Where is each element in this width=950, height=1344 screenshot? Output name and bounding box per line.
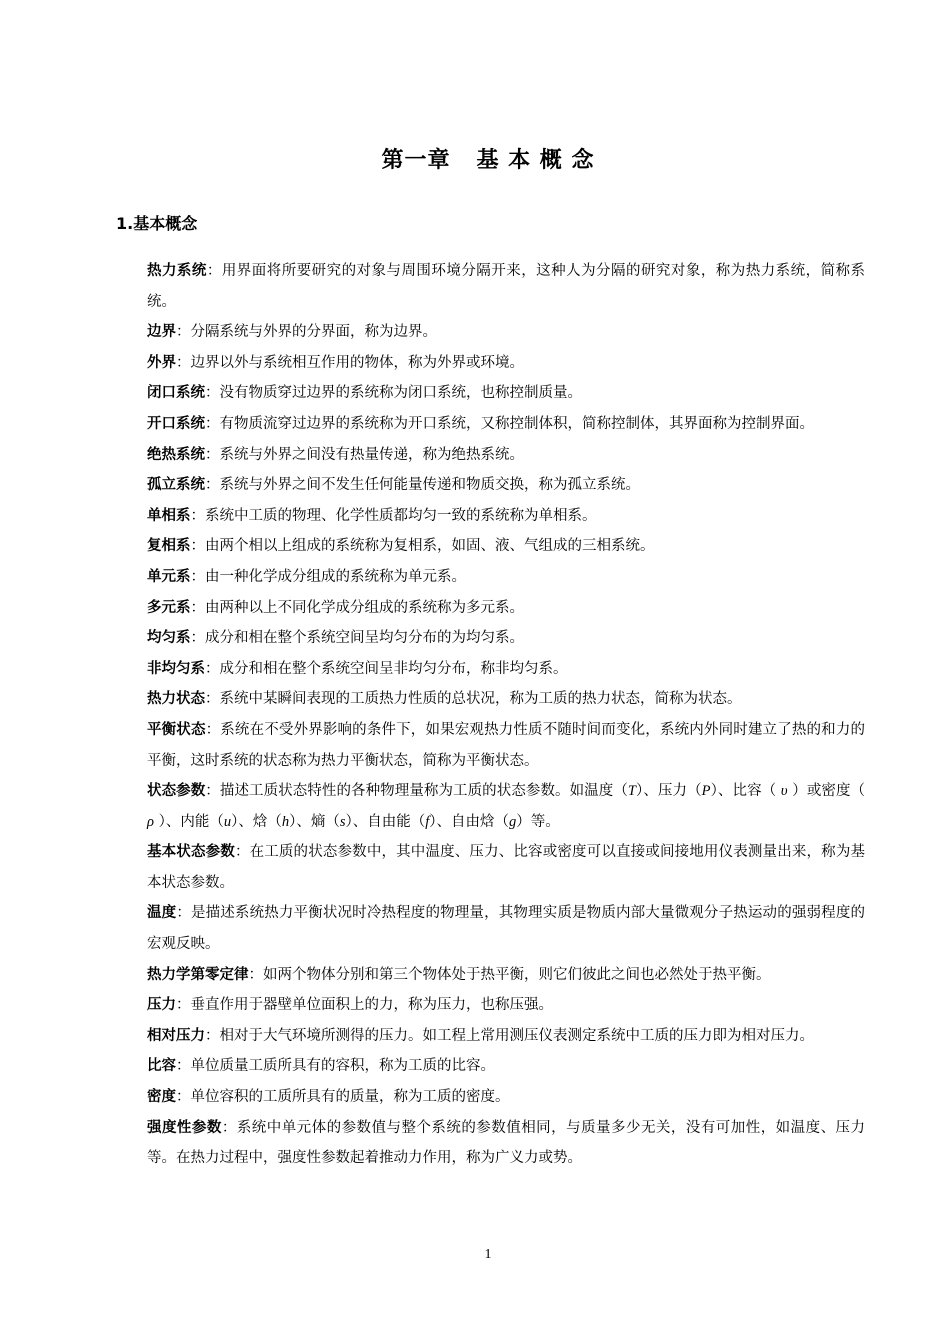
definition-entry [147, 378, 865, 409]
definition-text: ）、内能（ [153, 813, 224, 830]
definition-text: 边界以外与系统相互作用的物体，称为外界或环境。 [190, 354, 524, 371]
definition-separator: ： [176, 324, 191, 341]
parameter-symbol: υ [780, 783, 788, 800]
definition-term: 密度 [147, 1089, 176, 1106]
definition-term: 相对压力 [147, 1027, 205, 1044]
definition-term: 强度性参数 [147, 1119, 222, 1136]
parameter-symbol: g [509, 813, 517, 830]
definition-entry [147, 1051, 865, 1082]
definition-text: ）、焓（ [231, 813, 282, 830]
definition-term: 闭口系统 [147, 385, 205, 402]
definition-text: 垂直作用于器壁单位面积上的力，称为压力，也称压强。 [190, 997, 553, 1014]
definition-separator: ： [205, 1027, 220, 1044]
definitions-list [147, 256, 865, 1174]
definition-separator: ： [221, 1119, 237, 1136]
definition-separator: ： [190, 538, 205, 555]
definition-term: 压力 [147, 997, 176, 1014]
definition-text: 用界面将所要研究的对象与周围环境分隔开来，这种人为分隔的研究对象，称为热力系统，简称系统。 [147, 263, 865, 310]
definition-term: 边界 [147, 324, 176, 341]
definition-text: 系统中工质的物理、化学性质都均匀一致的系统称为单相系。 [205, 507, 597, 524]
definition-entry [147, 470, 865, 501]
definition-text: ）或密度（ [787, 783, 866, 800]
definition-entry [147, 348, 865, 379]
definition-text: 系统与外界之间不发生任何能量传递和物质交换，称为孤立系统。 [219, 477, 640, 494]
definition-separator: ： [176, 1089, 191, 1106]
definition-text: ）、压力（ [635, 783, 702, 800]
definition-separator: ： [176, 354, 191, 371]
definition-separator: ： [206, 263, 222, 279]
definition-text: 由两种以上不同化学成分组成的系统称为多元系。 [205, 599, 524, 616]
definition-separator: ： [190, 630, 205, 647]
definition-entry [147, 898, 865, 959]
definition-separator: ： [176, 1058, 191, 1075]
definition-entry [147, 654, 865, 685]
definition-text: 由两个相以上组成的系统称为复相系，如固、液、气组成的三相系统。 [205, 538, 655, 555]
definition-separator: ： [248, 966, 263, 983]
definition-text: 单位质量工质所具有的容积，称为工质的比容。 [190, 1058, 495, 1075]
definition-text: ）、熵（ [289, 813, 340, 830]
definition-text: ）、自由能（ [345, 813, 426, 830]
definition-text: 是描述系统热力平衡状况时冷热程度的物理量，其物理实质是物质内部大量微观分子热运动的强弱程度的宏观反映。 [147, 905, 865, 953]
definition-entry [147, 593, 865, 624]
definition-entry [147, 990, 865, 1021]
definition-separator: ： [176, 905, 191, 922]
parameter-symbol: u [223, 813, 232, 830]
definition-text: 单位容积的工质所具有的质量，称为工质的密度。 [190, 1089, 510, 1106]
definition-entry [147, 960, 865, 991]
definition-entry [147, 440, 865, 471]
definition-entry [147, 531, 865, 562]
definition-text: ）等。 [516, 813, 560, 830]
definition-term: 非均匀系 [147, 660, 205, 677]
definition-separator: ： [205, 660, 220, 677]
definition-entry [147, 837, 865, 898]
definition-text: ）、自由焓（ [429, 813, 510, 830]
definition-entry [147, 317, 865, 348]
definition-term: 热力系统 [147, 263, 207, 279]
definition-text: ）、比容（ [710, 783, 781, 800]
parameter-symbol: s [339, 813, 346, 830]
definition-entry [147, 562, 865, 593]
definition-separator: ： [205, 691, 220, 708]
definition-entry [147, 1113, 865, 1174]
definition-term: 孤立系统 [147, 477, 205, 494]
page-number: 1 [484, 1247, 492, 1262]
definition-separator: ： [190, 568, 205, 585]
parameter-symbol: f [425, 813, 430, 830]
definition-entry [147, 776, 865, 837]
definition-separator: ： [190, 507, 205, 524]
definition-entry [147, 684, 865, 715]
definition-term: 开口系统 [147, 415, 205, 432]
definition-term: 单相系 [147, 507, 191, 524]
definition-text: 系统与外界之间没有热量传递，称为绝热系统。 [219, 446, 524, 463]
definition-term: 单元系 [147, 568, 191, 585]
definition-text: 由一种化学成分组成的系统称为单元系。 [205, 568, 466, 585]
definition-text: 分隔系统与外界的分界面，称为边界。 [190, 324, 437, 341]
definition-term: 复相系 [147, 538, 191, 555]
definition-term: 多元系 [147, 599, 191, 616]
chapter-title: 第一章 基 本 概 念 [381, 148, 595, 173]
definition-separator: ： [205, 477, 220, 494]
definition-entry [147, 1021, 865, 1052]
definition-separator: ： [234, 844, 250, 861]
definition-text: 描述工质状态特性的各种物理量称为工质的状态参数。如温度（ [219, 783, 628, 800]
definition-separator: ： [205, 721, 221, 738]
definition-text: 相对于大气环境所测得的压力。如工程上常用测压仪表测定系统中工质的压力即为相对压力。 [219, 1027, 814, 1044]
definition-separator: ： [205, 385, 220, 402]
parameter-symbol: h [281, 813, 290, 830]
definition-term: 热力状态 [147, 691, 205, 708]
definition-entry [147, 501, 865, 532]
parameter-symbol: P [701, 783, 711, 800]
definition-separator: ： [205, 783, 220, 800]
definition-text: 系统在不受外界影响的条件下，如果宏观热力性质不随时间而变化，系统内外同时建立了热的和力的平衡，这时系统的状态称为热力平衡状态，简称为平衡状态。 [147, 721, 865, 769]
definition-term: 热力学第零定律 [147, 966, 249, 983]
definition-entry [147, 409, 865, 440]
definition-text: 系统中某瞬间表现的工质热力性质的总状况，称为工质的热力状态，简称为状态。 [219, 691, 742, 708]
definition-term: 温度 [147, 905, 177, 922]
definition-separator: ： [205, 446, 220, 463]
definition-text: 系统中单元体的参数值与整个系统的参数值相同，与质量多少无关，没有可加性，如温度、压力等。在热力过程中，强度性参数起着推动力作用，称为广义力或势。 [147, 1119, 866, 1167]
definition-separator: ： [176, 997, 191, 1014]
definition-separator: ： [190, 599, 205, 616]
definition-text: 没有物质穿过边界的系统称为闭口系统，也称控制质量。 [219, 385, 582, 402]
definition-term: 平衡状态 [147, 721, 206, 738]
definition-text: 成分和相在整个系统空间呈非均匀分布，称非均匀系。 [219, 660, 568, 677]
definition-term: 状态参数 [147, 783, 206, 800]
definition-entry [147, 715, 865, 776]
definition-text: 有物质流穿过边界的系统称为开口系统，又称控制体积，简称控制体，其界面称为控制界面。 [219, 415, 814, 432]
definition-entry [147, 623, 865, 654]
definition-text: 在工质的状态参数中，其中温度、压力、比容或密度可以直接或间接地用仪表测量出来，称为基本状态参数。 [147, 844, 865, 891]
definition-entry [147, 1082, 865, 1113]
definition-text: 成分和相在整个系统空间呈均匀分布的为均匀系。 [205, 630, 524, 647]
definition-separator: ： [205, 415, 220, 432]
definition-term: 外界 [147, 354, 176, 371]
definition-term: 均匀系 [147, 630, 191, 647]
definition-term: 比容 [147, 1058, 176, 1075]
definition-term: 绝热系统 [147, 446, 205, 463]
definition-entry [147, 256, 865, 317]
definition-term: 基本状态参数 [147, 844, 235, 861]
definition-text: 如两个物体分别和第三个物体处于热平衡，则它们彼此之间也必然处于热平衡。 [263, 966, 771, 983]
parameter-symbol: T [627, 783, 636, 800]
section-heading: 1.基本概念 [116, 214, 198, 233]
parameter-symbol: ρ [147, 813, 154, 830]
